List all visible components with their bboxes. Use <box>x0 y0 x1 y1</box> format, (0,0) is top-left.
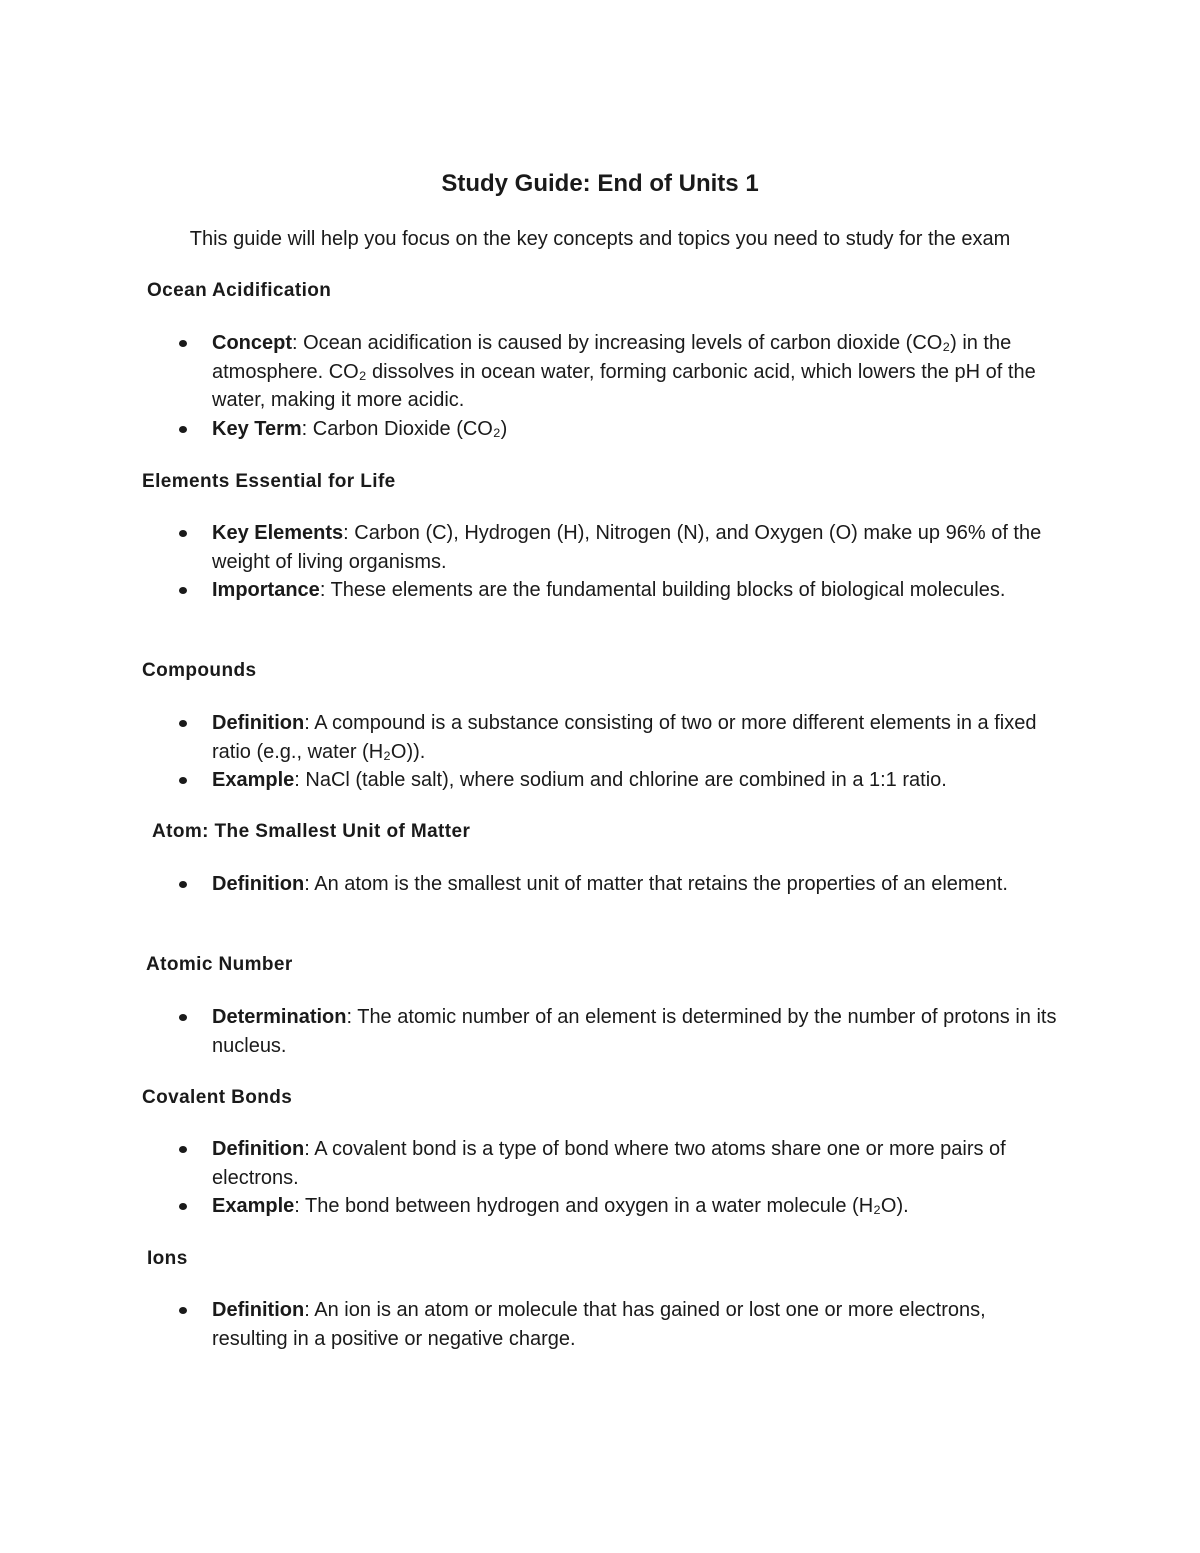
bullet-list <box>0 709 1200 795</box>
bullet-term: Definition <box>212 712 305 734</box>
bullet-term: Example <box>212 1195 295 1218</box>
bullet-term: Definition <box>212 1138 305 1160</box>
bullet-icon <box>179 720 187 727</box>
list-item <box>0 709 1057 766</box>
list-item <box>0 1003 1057 1060</box>
section-heading: Elements Essential for Life <box>142 471 396 492</box>
bullet-icon <box>179 587 187 594</box>
list-item <box>0 1135 1057 1192</box>
bullet-text: : These elements are the fundamental building blocks of biological molecules. <box>319 579 1006 602</box>
list-item <box>0 519 1057 576</box>
bullet-text: : An atom is the smallest unit of matter that retains the properties of an element. <box>304 873 1008 895</box>
bullet-icon <box>179 1146 187 1153</box>
list-item <box>0 766 1057 795</box>
bullet-term: Definition <box>212 873 305 895</box>
bullet-list <box>0 1296 1200 1353</box>
bullet-icon <box>179 1014 187 1021</box>
bullet-term: Importance <box>212 579 320 602</box>
bullet-text: : Carbon (C), Hydrogen (H), Nitrogen (N), and Oxygen (O) make up 96% of the weight of living organisms. <box>212 522 1042 573</box>
document-title: Study Guide: End of Units 1 <box>441 170 759 197</box>
bullet-text: : Carbon Dioxide (CO₂) <box>301 417 508 440</box>
bullet-list <box>0 1003 1200 1060</box>
bullet-text: : Ocean acidification is caused by increasing levels of carbon dioxide (CO₂) in the atmosphere. CO₂ dissolves in ocean water, forming carbonic acid, which lowers the pH of the water, making it more acidic. <box>212 332 1036 412</box>
list-item <box>0 576 1057 605</box>
bullet-icon <box>179 881 187 888</box>
bullet-list <box>0 329 1200 443</box>
bullet-icon <box>179 426 187 433</box>
bullet-list <box>0 519 1200 605</box>
bullet-term: Example <box>212 769 295 792</box>
bullet-term: Definition <box>212 1299 305 1321</box>
bullet-text: : A compound is a substance consisting of two or more different elements in a fixed ratio (e.g., water (H₂O)). <box>212 712 1037 763</box>
list-item <box>0 415 1057 444</box>
list-item <box>0 1192 1057 1221</box>
bullet-text: : The atomic number of an element is determined by the number of protons in its nucleus. <box>212 1006 1057 1057</box>
list-item <box>0 870 1057 899</box>
list-item <box>0 1296 1057 1353</box>
bullet-text: : An ion is an atom or molecule that has gained or lost one or more electrons, resulting in a positive or negative charge. <box>212 1299 986 1350</box>
bullet-term: Concept <box>212 332 292 354</box>
bullet-icon <box>179 777 187 784</box>
bullet-text: : NaCl (table salt), where sodium and chlorine are combined in a 1:1 ratio. <box>294 769 947 792</box>
bullet-term: Key Elements <box>212 522 344 544</box>
bullet-icon <box>179 1307 187 1314</box>
section-heading: Ions <box>147 1248 188 1269</box>
list-item <box>0 329 1057 415</box>
bullet-list <box>0 1135 1200 1221</box>
bullet-term: Key Term <box>212 417 302 440</box>
bullet-list <box>0 870 1200 899</box>
section-heading: Atomic Number <box>146 954 293 975</box>
section-heading: Compounds <box>142 660 257 681</box>
bullet-text: : A covalent bond is a type of bond where two atoms share one or more pairs of electrons. <box>212 1138 1006 1189</box>
section-heading: Atom: The Smallest Unit of Matter <box>152 821 471 842</box>
bullet-icon <box>179 340 187 347</box>
bullet-term: Determination <box>212 1006 347 1028</box>
section-heading: Covalent Bonds <box>142 1087 293 1108</box>
bullet-icon <box>179 1203 187 1210</box>
bullet-icon <box>179 530 187 537</box>
document-intro: This guide will help you focus on the key concepts and topics you need to study for the exam <box>189 228 1011 250</box>
bullet-text: : The bond between hydrogen and oxygen in a water molecule (H₂O). <box>294 1195 909 1218</box>
section-heading: Ocean Acidification <box>147 280 332 301</box>
